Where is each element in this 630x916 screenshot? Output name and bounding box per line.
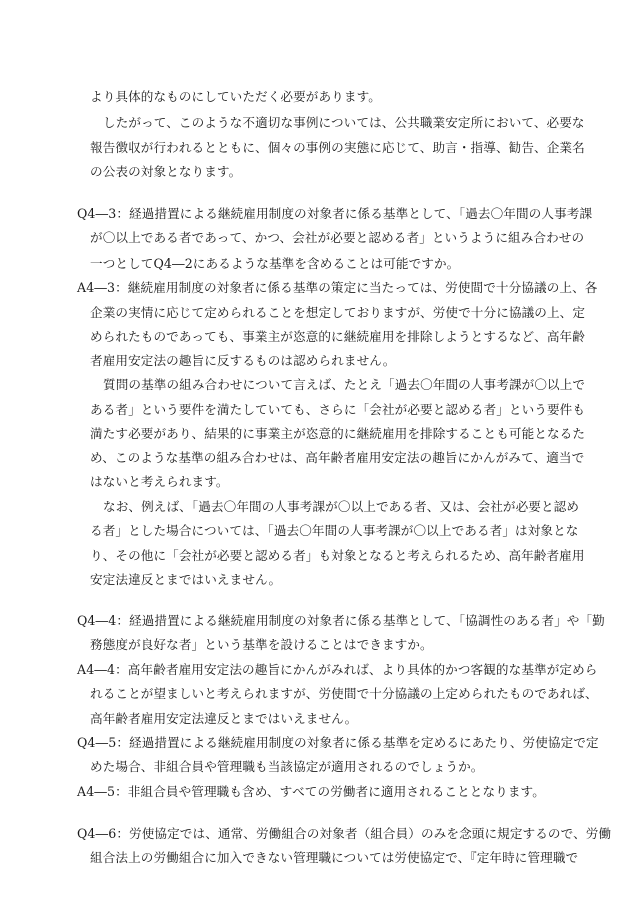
text-line: なお、例えば、「過去〇年間の人事考課が〇以上である者、又は、会社が必要と認め [103, 499, 580, 514]
text-line: はないと考えられます。 [90, 474, 229, 489]
answer-line: A4―3：継続雇用制度の対象者に係る基準の策定に当たっては、労使間で十分協議の上、各 [77, 280, 598, 295]
text-line: 高年齢者雇用安定法違反とまではいえません。 [90, 711, 358, 726]
text-line: 安定法違反とまではいえません。 [90, 572, 282, 587]
text-line: ある者」という要件を満たしていても、さらに「会社が必要と認める者」という要件も [90, 402, 586, 417]
text-line: 報告徴収が行われるとともに、個々の事例の実態に応じて、助言・指導、勧告、企業名 [90, 140, 585, 155]
text-line: が〇以上である者であって、かつ、会社が必要と認める者」というように組み合わせの [90, 230, 585, 245]
text-line: り、その他に「会社が必要と認める者」も対象となると考えられるため、高年齢者雇用 [90, 548, 585, 563]
text-line: め、このような基準の組み合わせは、高年齢者雇用安定法の趣旨にかんがみて、適当で [90, 450, 585, 465]
text-line: めた場合、非組合員や管理職も当該協定が適用されるのでしょうか。 [90, 759, 484, 774]
question-line: Q4―3：経過措置による継続雇用制度の対象者に係る基準として、「過去〇年間の人事考課 [77, 206, 593, 221]
text-line: る者」とした場合については、「過去〇年間の人事考課が〇以上である者」は対象とな [90, 523, 579, 538]
question-line: Q4―6：労使協定では、通常、労働組合の対象者（組合員）のみを念頭に規定するので、労働 [77, 826, 612, 841]
text-line: したがって、このような不適切な事例については、公共職業安定所において、必要な [103, 115, 585, 130]
text-line: 質問の基準の組み合わせについて言えば、たとえ「過去〇年間の人事考課が〇以上で [103, 377, 586, 392]
text-line: められたものであっても、事業主が恣意的に継続雇用を排除しようとするなど、高年齢 [90, 329, 585, 344]
text-line: 務態度が良好な者」という基準を設けることはできますか。 [90, 637, 433, 652]
text-line: より具体的なものにしていただく必要があります。 [90, 89, 381, 104]
text-line: の公表の対象となります。 [90, 164, 242, 179]
text-line: 組合法上の労働組合に加入できない管理職については労使協定で、『定年時に管理職で [90, 850, 579, 865]
text-line: 企業の実情に応じて定められることを想定しておりますが、労使で十分に協議の上、定 [90, 305, 586, 320]
text-line: 者雇用安定法の趣旨に反するものは認められません。 [90, 353, 396, 368]
question-line: Q4―5：経過措置による継続雇用制度の対象者に係る基準を定めるにあたり、労使協定で定 [77, 735, 599, 750]
text-line: 一つとしてQ4―2にあるような基準を含めることは可能ですか。 [90, 256, 460, 271]
text-line: れることが望ましいと考えられますが、労使間で十分協議の上定められたものであれば、 [90, 686, 598, 701]
question-line: Q4―4：経過措置による継続雇用制度の対象者に係る基準として、「協調性のある者」や「勤 [77, 613, 605, 628]
answer-line: A4―4：高年齢者雇用安定法の趣旨にかんがみれば、より具体的かつ客観的な基準が定めら [77, 662, 598, 677]
text-line: 満たす必要があり、結果的に事業主が恣意的に継続雇用を排除することも可能となるた [90, 426, 586, 441]
answer-line: A4―5：非組合員や管理職も含め、すべての労働者に適用されることとなります。 [77, 784, 545, 799]
